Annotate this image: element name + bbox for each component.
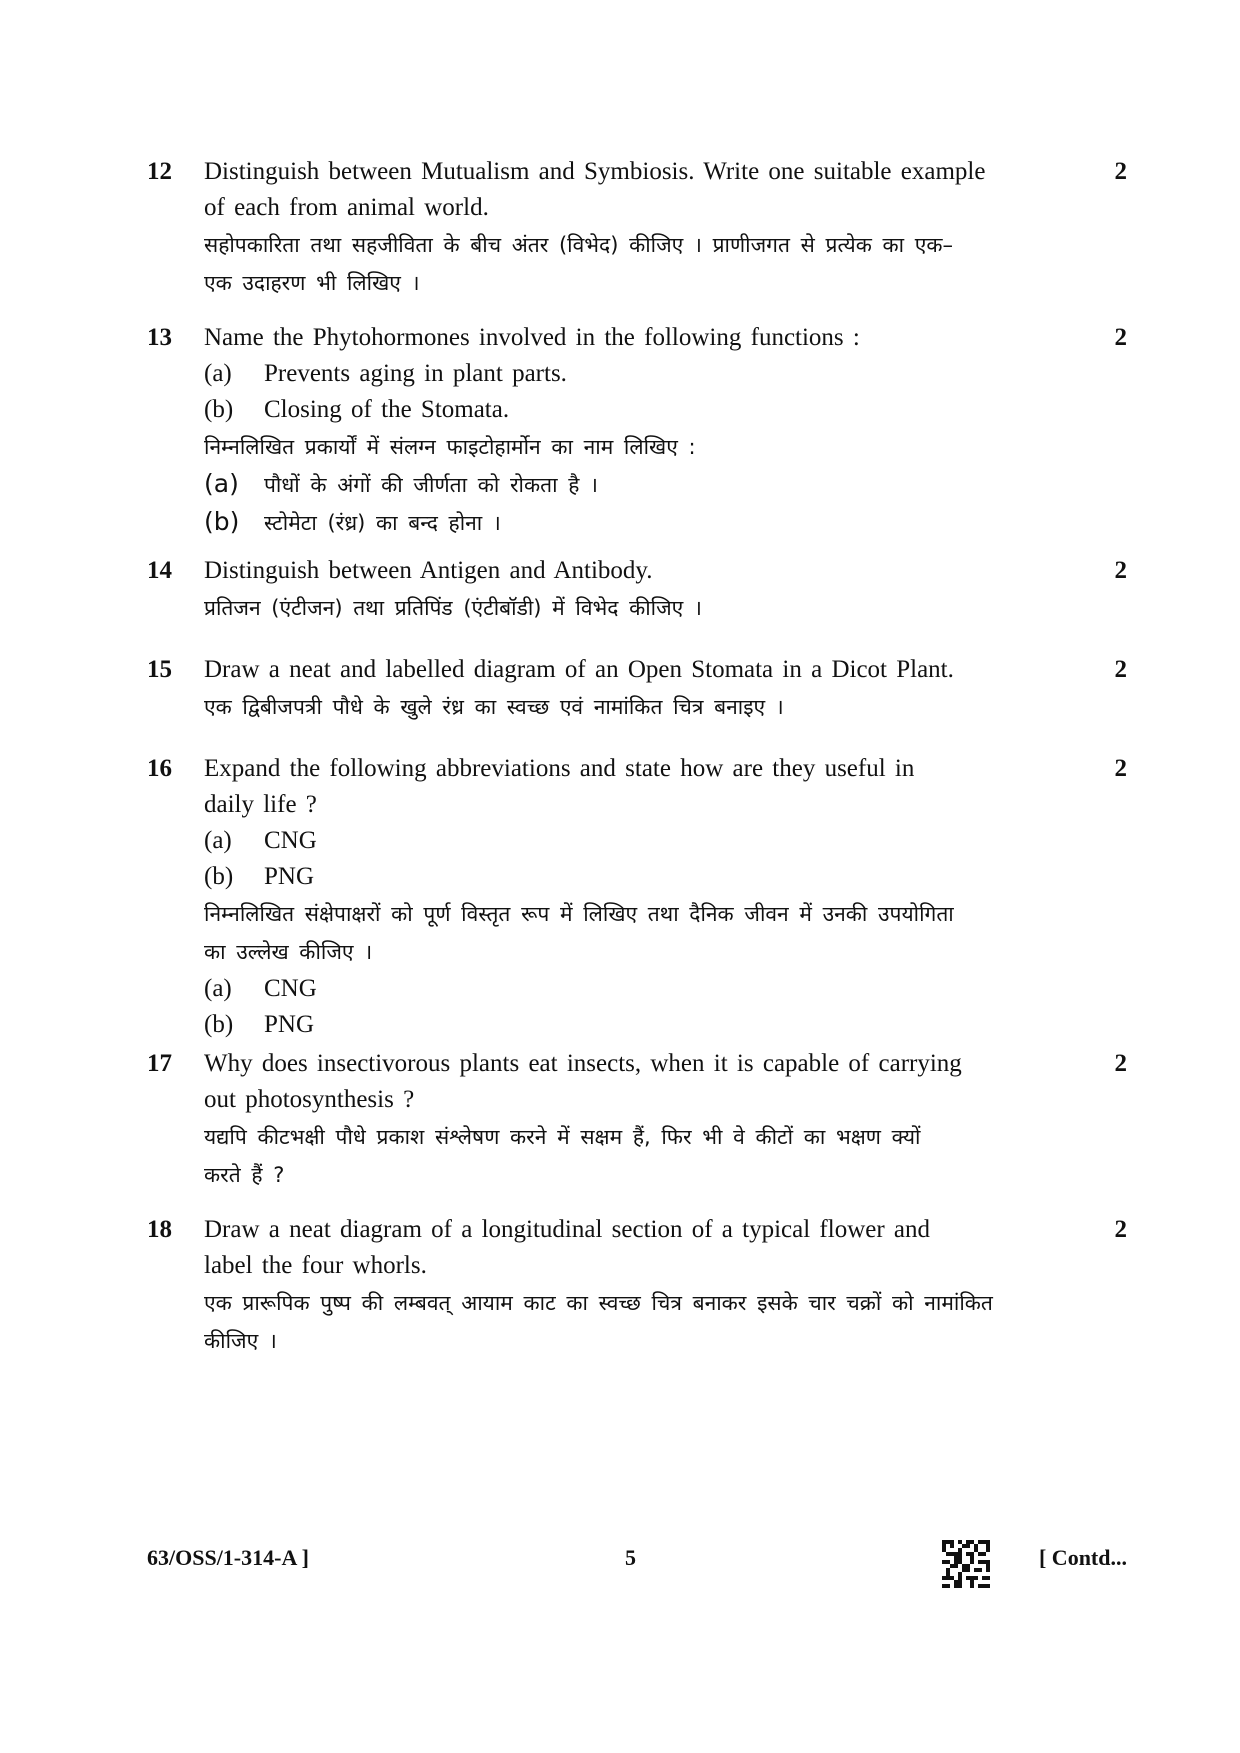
option-text: स्टोमेटा (रंध्र) का बन्द होना । [264,511,501,535]
question-number: 13 [147,324,172,351]
question-text-en-line: out photosynthesis ? [204,1086,415,1113]
question-text-en: Name the Phytohormones involved in the following functions : [204,324,860,351]
qr-code-icon [942,1540,990,1588]
question-text-en-line: Draw a neat diagram of a longitudinal section of a typical flower and [204,1216,931,1243]
page-footer [147,1540,1127,1580]
option-label: (b) [204,507,240,536]
question-marks: 2 [1114,755,1127,782]
question-number: 12 [147,158,172,185]
question-text-hi-line: कीजिए । [204,1329,277,1353]
question-text-hi-line: एक उदाहरण भी लिखिए । [204,271,420,295]
question-text-hi: निम्नलिखित प्रकार्यों में संलग्न फाइटोहार्मोन का नाम लिखिए : [204,435,696,459]
option-en [204,356,1084,392]
option-label: (a) [204,975,232,1002]
question-body [204,751,1084,1043]
question-text-en-line: daily life ? [204,791,317,818]
question-text-hi-line: यद्यपि कीटभक्षी पौधे प्रकाश संश्लेषण करने में सक्षम हैं, फिर भी वे कीटों का भक्षण क्यों [204,1125,921,1149]
option-en [204,392,1084,428]
question-text-hi-line: करते हैं ? [204,1163,285,1187]
option-text: Prevents aging in plant parts. [264,360,567,387]
question-body [204,553,1084,627]
option-text: पौधों के अंगों की जीर्णता को रोकता है । [264,473,598,497]
option-label: (b) [204,863,234,890]
option-en [204,859,1084,895]
question-number: 16 [147,755,172,782]
question-marks: 2 [1114,324,1127,351]
question-body [204,320,1084,542]
question-text-en: Draw a neat and labelled diagram of an Open Stomata in a Dicot Plant. [204,656,954,683]
question-text-en-line: of each from animal world. [204,194,489,221]
option-text: PNG [264,1011,315,1038]
question-marks: 2 [1114,557,1127,584]
option-text: CNG [264,975,317,1002]
question-text-hi-line: का उल्लेख कीजिए । [204,940,373,964]
page-number: 5 [625,1545,636,1570]
question-marks: 2 [1114,158,1127,185]
question-number: 18 [147,1216,172,1243]
question-text-en-line: label the four whorls. [204,1252,427,1279]
question-text-en-line: Distinguish between Mutualism and Symbiosis. Write one suitable example [204,158,986,185]
option-label: (a) [204,360,232,387]
question-text-hi: एक द्विबीजपत्री पौधे के खुले रंध्र का स्वच्छ एवं नामांकित चित्र बनाइए । [204,695,784,719]
option-label: (b) [204,396,234,423]
question-number: 14 [147,557,172,584]
option-label: (a) [204,827,232,854]
option-label: (a) [204,469,239,498]
question-text-en-line: Expand the following abbreviations and state how are they useful in [204,755,915,782]
question-body [204,1046,1084,1194]
question-text-en-line: Why does insectivorous plants eat insects, when it is capable of carrying [204,1050,962,1077]
question-marks: 2 [1114,656,1127,683]
question-text-hi-line: एक प्रारूपिक पुष्प की लम्बवत् आयाम काट का स्वच्छ चित्र बनाकर इसके चार चक्रों को नामांकित [204,1291,993,1315]
paper-code: 63/OSS/1-314-A ] [147,1545,309,1570]
question-text-en: Distinguish between Antigen and Antibody. [204,557,653,584]
question-text-hi-line: सहोपकारिता तथा सहजीविता के बीच अंतर (विभेद) कीजिए । प्राणीजगत से प्रत्येक का एक– [204,233,954,257]
option-en [204,823,1084,859]
question-number: 17 [147,1050,172,1077]
option-hi [204,971,1084,1007]
question-marks: 2 [1114,1216,1127,1243]
option-hi [204,466,1084,504]
option-text: Closing of the Stomata. [264,396,510,423]
option-hi [204,1007,1084,1043]
option-hi [204,504,1084,542]
question-body [204,1212,1084,1360]
question-marks: 2 [1114,1050,1127,1077]
question-text-hi: प्रतिजन (एंटीजन) तथा प्रतिपिंड (एंटीबॉडी) में विभेद कीजिए । [204,596,702,620]
question-number: 15 [147,656,172,683]
question-text-hi-line: निम्नलिखित संक्षेपाक्षरों को पूर्ण विस्तृत रूप में लिखिए तथा दैनिक जीवन में उनकी उपयोगिता [204,902,954,926]
question-body [204,652,1084,726]
option-label: (b) [204,1011,234,1038]
question-body [204,154,1084,302]
option-text: PNG [264,863,315,890]
continued-label: [ Contd... [1038,1545,1127,1570]
option-text: CNG [264,827,317,854]
